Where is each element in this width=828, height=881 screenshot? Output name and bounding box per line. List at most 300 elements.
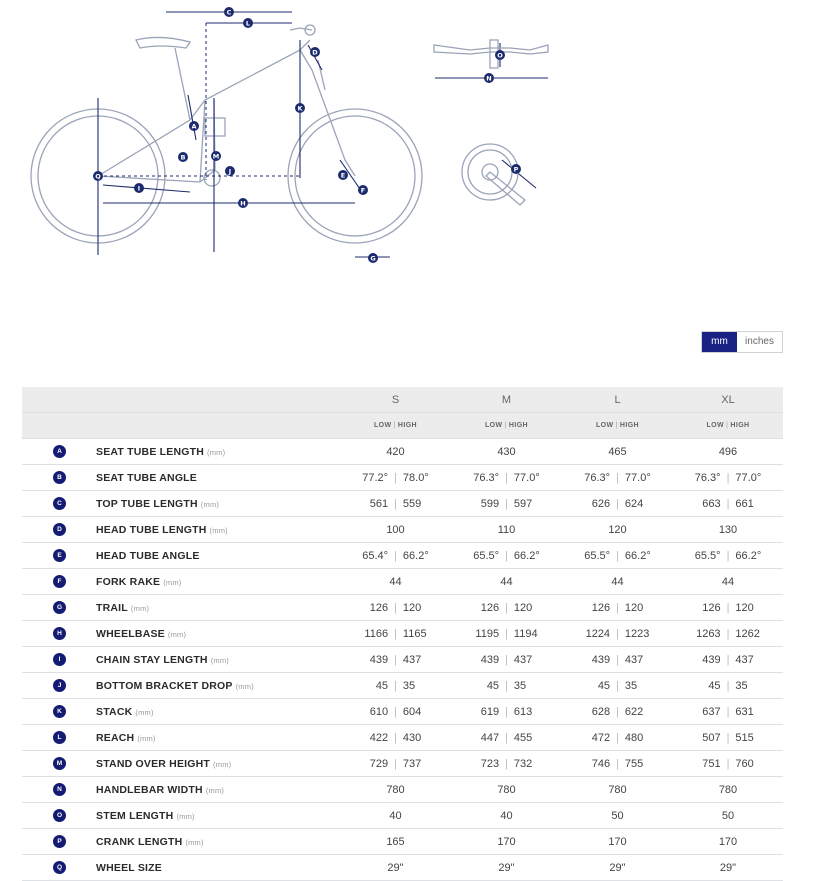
size-header-m: M xyxy=(451,387,562,413)
value-low: 422 xyxy=(369,731,389,744)
value-cell xyxy=(562,465,673,491)
dimension-unit: (mm) xyxy=(185,837,204,847)
table-row xyxy=(22,439,783,465)
value-cell xyxy=(673,803,783,829)
value-cell xyxy=(340,517,451,543)
value-high: 1194 xyxy=(513,627,538,640)
value: 165 xyxy=(386,835,405,848)
value-divider: | xyxy=(505,705,508,718)
value-cell xyxy=(562,673,673,699)
dimension-unit: (mm) xyxy=(200,499,220,509)
value: 780 xyxy=(497,783,516,796)
geometry-table-body xyxy=(22,439,783,881)
table-row xyxy=(22,725,783,751)
value: 130 xyxy=(718,523,738,536)
value-cell xyxy=(562,621,673,647)
dimension-name: WHEELBASE xyxy=(96,627,165,640)
value-divider: | xyxy=(726,549,730,562)
value-cell xyxy=(562,803,673,829)
value-cell xyxy=(340,803,451,829)
value-cell xyxy=(451,517,562,543)
value-divider: | xyxy=(394,627,397,640)
dimension-unit: (mm) xyxy=(209,525,228,535)
value-divider: | xyxy=(726,627,730,640)
value-low: 439 xyxy=(591,653,611,666)
value-cell xyxy=(562,699,673,725)
value-high: 1262 xyxy=(735,627,760,640)
value-high: 624 xyxy=(624,497,644,510)
dimension-name: STACK xyxy=(96,705,133,718)
value-high: 732 xyxy=(513,757,533,770)
low-high-label: LOW | HIGH xyxy=(562,413,673,439)
dimension-badge: J xyxy=(53,679,66,692)
value-cell xyxy=(340,829,451,855)
value-cell xyxy=(673,855,783,881)
value: 29" xyxy=(609,861,626,874)
value-cell xyxy=(340,725,451,751)
value-low: 65.4° xyxy=(362,549,389,562)
dimension-name: CHAIN STAY LENGTH xyxy=(96,653,208,666)
value-cell xyxy=(340,439,451,465)
value-cell xyxy=(451,855,562,881)
dimension-badge: I xyxy=(53,653,66,666)
value-cell xyxy=(673,439,783,465)
value-cell xyxy=(451,777,562,803)
dimension-unit: (mm) xyxy=(176,811,195,821)
value: 120 xyxy=(608,523,627,536)
value-high: 437 xyxy=(513,653,533,666)
value-high: 631 xyxy=(735,705,754,718)
value-low: 746 xyxy=(591,757,611,770)
value-divider: | xyxy=(394,731,397,744)
table-row xyxy=(22,621,783,647)
dimension-unit: (mm) xyxy=(163,577,182,587)
value: 496 xyxy=(718,445,738,458)
marker-g: G xyxy=(370,254,376,263)
value-cell xyxy=(673,491,783,517)
value-cell xyxy=(340,699,451,725)
dimension-unit: (mm) xyxy=(167,629,187,639)
value-low: 599 xyxy=(480,497,500,510)
dimension-name: WHEEL SIZE xyxy=(96,861,162,874)
value: 29" xyxy=(719,861,737,874)
value-divider: | xyxy=(726,705,730,718)
marker-p: P xyxy=(513,165,519,174)
value-cell xyxy=(562,829,673,855)
value-cell xyxy=(451,543,562,569)
marker-n: N xyxy=(486,74,492,83)
marker-c: C xyxy=(226,8,232,17)
dimension-name: STEM LENGTH xyxy=(96,809,174,822)
value-cell xyxy=(451,569,562,595)
table-row xyxy=(22,491,783,517)
value-low: 76.3° xyxy=(584,471,611,484)
value-low: 45 xyxy=(597,679,611,692)
value-low: 619 xyxy=(480,705,500,718)
value-high: 77.0° xyxy=(624,471,651,484)
value-divider: | xyxy=(726,471,730,484)
value-low: 439 xyxy=(369,653,389,666)
value: 29" xyxy=(498,861,515,874)
value-divider: | xyxy=(726,757,730,770)
dimension-name: FORK RAKE xyxy=(96,575,161,588)
dimension-name: CRANK LENGTH xyxy=(96,835,183,848)
value-cell xyxy=(451,725,562,751)
value-divider: | xyxy=(394,705,397,718)
value-high: 755 xyxy=(624,757,644,770)
value-cell xyxy=(340,595,451,621)
value: 430 xyxy=(497,445,516,458)
value-high: 66.2° xyxy=(624,549,651,562)
size-header-s: S xyxy=(340,387,451,413)
marker-k: K xyxy=(297,104,303,113)
table-row xyxy=(22,855,783,881)
dimension-unit: (mm) xyxy=(137,733,156,743)
value-low: 65.5° xyxy=(473,549,500,562)
size-header-row xyxy=(22,387,783,413)
dimension-badge: D xyxy=(53,523,66,536)
value-high: 66.2° xyxy=(402,549,429,562)
dimension-markers xyxy=(93,7,521,263)
value-cell xyxy=(673,673,783,699)
table-row xyxy=(22,751,783,777)
value-cell xyxy=(451,699,562,725)
value-cell xyxy=(451,803,562,829)
value-low: 65.5° xyxy=(694,549,721,562)
value: 44 xyxy=(500,575,513,588)
unit-toggle xyxy=(701,331,783,353)
value-cell xyxy=(451,595,562,621)
value: 170 xyxy=(497,835,516,848)
low-high-header-row xyxy=(22,413,783,439)
dimension-name: HANDLEBAR WIDTH xyxy=(96,783,203,796)
low-high-label: LOW | HIGH xyxy=(340,413,451,439)
value: 50 xyxy=(611,809,624,822)
value-low: 126 xyxy=(702,601,721,614)
value-divider: | xyxy=(394,549,397,562)
value-high: 66.2° xyxy=(735,549,762,562)
value-cell xyxy=(340,491,451,517)
value-low: 1166 xyxy=(364,627,389,640)
value-cell xyxy=(340,543,451,569)
value-cell xyxy=(562,725,673,751)
value-cell xyxy=(451,647,562,673)
dimension-badge: B xyxy=(53,471,66,484)
value-divider: | xyxy=(505,601,508,614)
value-high: 559 xyxy=(402,497,422,510)
value-cell xyxy=(562,439,673,465)
table-row xyxy=(22,465,783,491)
value-cell xyxy=(451,829,562,855)
value-high: 1223 xyxy=(624,627,650,640)
marker-b: B xyxy=(180,153,186,162)
value-low: 610 xyxy=(369,705,389,718)
dimension-badge: C xyxy=(53,497,66,510)
value-cell xyxy=(451,673,562,699)
value: 50 xyxy=(721,809,735,822)
value-low: 637 xyxy=(702,705,721,718)
dimension-unit: (mm) xyxy=(130,603,150,613)
table-row xyxy=(22,803,783,829)
dimension-name: TRAIL xyxy=(96,601,128,614)
value-cell xyxy=(451,439,562,465)
value-cell xyxy=(340,465,451,491)
value-low: 1195 xyxy=(475,627,500,640)
low-high-label: LOW | HIGH xyxy=(451,413,562,439)
value-low: 561 xyxy=(369,497,389,510)
value-cell xyxy=(562,777,673,803)
value-divider: | xyxy=(616,627,619,640)
value-cell xyxy=(673,621,783,647)
value-cell xyxy=(673,777,783,803)
value-low: 77.2° xyxy=(362,471,389,484)
dimension-badge: N xyxy=(53,783,66,796)
value: 170 xyxy=(608,835,627,848)
dimension-badge: K xyxy=(53,705,66,718)
value-divider: | xyxy=(505,471,508,484)
size-header-xl: XL xyxy=(673,387,783,413)
value: 44 xyxy=(611,575,624,588)
value-cell xyxy=(562,491,673,517)
dimension-unit: (mm) xyxy=(235,681,254,691)
marker-i: I xyxy=(137,184,141,193)
marker-a: A xyxy=(191,122,197,131)
value-high: 120 xyxy=(513,601,533,614)
value-low: 447 xyxy=(480,731,500,744)
value-high: 430 xyxy=(402,731,422,744)
unit-mm-button[interactable]: mm xyxy=(702,332,737,352)
value-divider: | xyxy=(616,471,619,484)
value-cell xyxy=(562,517,673,543)
size-header-l: L xyxy=(562,387,673,413)
value-divider: | xyxy=(505,679,508,692)
value-cell xyxy=(451,465,562,491)
value-divider: | xyxy=(394,471,397,484)
value-high: 760 xyxy=(735,757,754,770)
value-divider: | xyxy=(505,731,508,744)
value-low: 65.5° xyxy=(584,549,611,562)
crankset-detail xyxy=(462,144,525,205)
value-divider: | xyxy=(726,653,730,666)
value: 780 xyxy=(608,783,627,796)
value-high: 77.0° xyxy=(735,471,762,484)
value: 780 xyxy=(386,783,405,796)
value-divider: | xyxy=(616,549,619,562)
table-row xyxy=(22,517,783,543)
value-high: 35 xyxy=(624,679,638,692)
dimension-badge: E xyxy=(53,549,66,562)
value: 780 xyxy=(718,783,738,796)
value-low: 45 xyxy=(375,679,389,692)
value: 40 xyxy=(500,809,513,822)
marker-d: D xyxy=(312,48,318,57)
value-cell xyxy=(673,647,783,673)
value-cell xyxy=(562,595,673,621)
value-divider: | xyxy=(394,601,397,614)
value-divider: | xyxy=(616,601,619,614)
marker-j: J xyxy=(228,167,232,176)
value-low: 751 xyxy=(702,757,721,770)
value-low: 126 xyxy=(480,601,500,614)
value-low: 126 xyxy=(591,601,611,614)
value-divider: | xyxy=(616,731,619,744)
value-cell xyxy=(451,621,562,647)
value-low: 45 xyxy=(708,679,721,692)
value: 100 xyxy=(386,523,405,536)
value: 44 xyxy=(389,575,402,588)
dimension-badge: P xyxy=(53,835,66,848)
value-cell xyxy=(451,751,562,777)
value-low: 1224 xyxy=(585,627,611,640)
table-row xyxy=(22,543,783,569)
value: 170 xyxy=(718,835,738,848)
table-row xyxy=(22,595,783,621)
value-divider: | xyxy=(616,679,619,692)
value-divider: | xyxy=(726,497,730,510)
table-row xyxy=(22,699,783,725)
value-cell xyxy=(340,569,451,595)
value-low: 1263 xyxy=(696,627,721,640)
value-cell xyxy=(673,725,783,751)
value-divider: | xyxy=(505,627,508,640)
value-cell xyxy=(562,569,673,595)
value-low: 626 xyxy=(591,497,611,510)
value-high: 455 xyxy=(513,731,533,744)
value-divider: | xyxy=(394,653,397,666)
value-divider: | xyxy=(726,731,730,744)
table-row xyxy=(22,647,783,673)
value-high: 515 xyxy=(735,731,754,744)
value-low: 76.3° xyxy=(694,471,721,484)
value-high: 480 xyxy=(624,731,644,744)
dimension-unit: (mm) xyxy=(205,785,225,795)
bike-geometry-diagram xyxy=(0,0,828,300)
value-low: 126 xyxy=(369,601,389,614)
value-divider: | xyxy=(505,757,508,770)
table-row xyxy=(22,673,783,699)
geometry-table xyxy=(22,387,783,881)
dimension-name: BOTTOM BRACKET DROP xyxy=(96,679,233,692)
value-high: 1165 xyxy=(402,627,427,640)
marker-o: O xyxy=(497,51,503,60)
value-low: 439 xyxy=(480,653,500,666)
value-high: 120 xyxy=(735,601,754,614)
dimension-unit: (mm) xyxy=(213,759,232,769)
value-high: 66.2° xyxy=(513,549,540,562)
value-divider: | xyxy=(394,497,397,510)
dimension-name: TOP TUBE LENGTH xyxy=(96,497,198,510)
value-cell xyxy=(562,543,673,569)
value-high: 77.0° xyxy=(513,471,540,484)
value: 110 xyxy=(497,523,516,536)
value-cell xyxy=(562,647,673,673)
value-cell xyxy=(340,751,451,777)
value-cell xyxy=(340,777,451,803)
value-low: 663 xyxy=(702,497,721,510)
dimension-unit: (mm) xyxy=(210,655,230,665)
value-high: 622 xyxy=(624,705,644,718)
value-cell xyxy=(673,595,783,621)
value-high: 437 xyxy=(735,653,754,666)
table-row xyxy=(22,569,783,595)
dimension-name: SEAT TUBE ANGLE xyxy=(96,471,198,484)
value-divider: | xyxy=(616,757,619,770)
value-low: 472 xyxy=(591,731,611,744)
value-cell xyxy=(340,621,451,647)
value-high: 120 xyxy=(402,601,422,614)
dimension-badge: L xyxy=(53,731,66,744)
value-cell xyxy=(340,647,451,673)
value-divider: | xyxy=(505,549,508,562)
dimension-badge: A xyxy=(53,445,66,458)
value-cell xyxy=(673,569,783,595)
value-divider: | xyxy=(616,653,619,666)
value-cell xyxy=(562,751,673,777)
value-high: 604 xyxy=(402,705,422,718)
value-divider: | xyxy=(394,679,397,692)
value-high: 78.0° xyxy=(402,471,429,484)
value-cell xyxy=(673,543,783,569)
value-cell xyxy=(340,855,451,881)
dimension-name: SEAT TUBE LENGTH xyxy=(96,445,205,458)
value-cell xyxy=(673,465,783,491)
value: 44 xyxy=(721,575,735,588)
unit-inches-button[interactable]: inches xyxy=(737,332,782,352)
value-divider: | xyxy=(394,757,397,770)
value-high: 35 xyxy=(513,679,527,692)
value-low: 76.3° xyxy=(473,471,500,484)
value-low: 45 xyxy=(486,679,500,692)
value-cell xyxy=(340,673,451,699)
dimension-unit: (mm) xyxy=(207,447,226,457)
value-divider: | xyxy=(505,497,508,510)
handlebar-detail xyxy=(434,40,548,68)
value-cell xyxy=(562,855,673,881)
value-divider: | xyxy=(616,705,619,718)
dimension-name: HEAD TUBE LENGTH xyxy=(96,523,207,536)
dimension-name: REACH xyxy=(96,731,135,744)
value-low: 729 xyxy=(369,757,389,770)
dimension-badge: O xyxy=(53,809,66,822)
dimension-badge: G xyxy=(53,601,66,614)
value-low: 439 xyxy=(702,653,721,666)
dimension-badge: M xyxy=(53,757,66,770)
dimension-badge: H xyxy=(53,627,66,640)
value-divider: | xyxy=(616,497,619,510)
value-low: 507 xyxy=(702,731,721,744)
value: 465 xyxy=(608,445,627,458)
dimension-badge: F xyxy=(53,575,66,588)
dimension-badge: Q xyxy=(53,861,66,874)
value-divider: | xyxy=(726,679,730,692)
value-high: 120 xyxy=(624,601,644,614)
value-divider: | xyxy=(726,601,730,614)
marker-h: H xyxy=(240,199,246,208)
table-row xyxy=(22,777,783,803)
marker-e: E xyxy=(340,171,346,180)
value-high: 35 xyxy=(402,679,416,692)
value-cell xyxy=(451,491,562,517)
value-high: 35 xyxy=(735,679,748,692)
value-high: 737 xyxy=(402,757,422,770)
table-row xyxy=(22,829,783,855)
value-low: 628 xyxy=(591,705,611,718)
value-high: 437 xyxy=(402,653,422,666)
value: 40 xyxy=(389,809,402,822)
value-cell xyxy=(673,829,783,855)
marker-m: M xyxy=(212,152,220,161)
low-high-label: LOW | HIGH xyxy=(673,413,783,439)
